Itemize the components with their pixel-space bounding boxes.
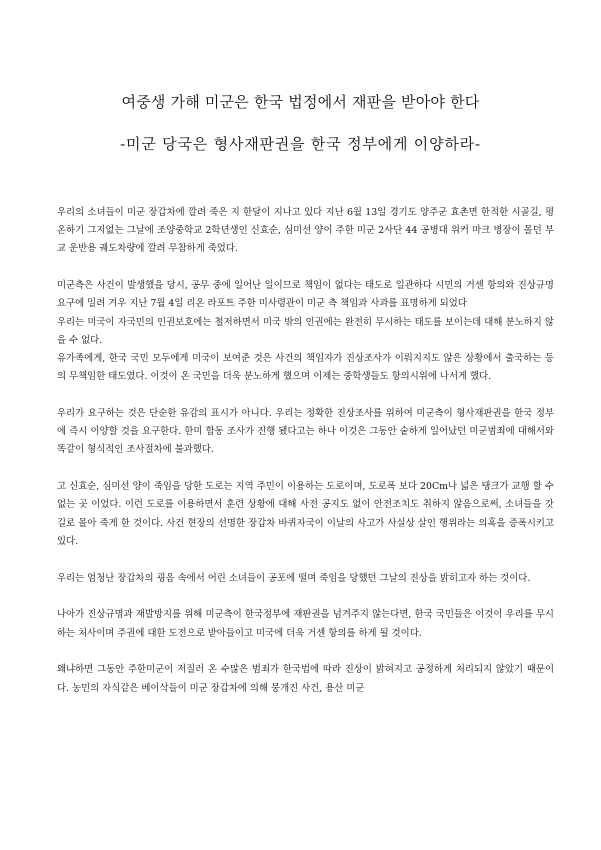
document-title: 여중생 가해 미군은 한국 법정에서 재판을 받아야 한다 [121,93,480,111]
paragraph: 미군측은 사건이 발생했을 당시, 공무 중에 일어난 일이므로 책임이 없다는 태도로 일관하다 시민의 거센 항의와 진상규명 요구에 밀려 겨우 지난 7월 4일 리온 라포트 주한 미사령관이 미군 측 책임과 사과를 표명하게 되었다 [57,280,554,310]
paragraph: 나아가 진상규명과 재발방지를 위해 미군측이 한국정부에 재판권을 넘겨주지 않는다면, 한국 국민들은 이것이 우리를 무시하는 처사이며 주권에 대한 도전으로 받아들이고 미국에 더욱 거센 항의를 하게 될 것이다. [57,609,554,639]
paragraph: 고 신효순, 심미선 양이 죽임을 당한 도로는 지역 주민이 이용하는 도로이며, 도로폭 보다 20Cm나 넓은 탱크가 교행 할 수 없는 곳 이었다. 이런 도로를 이용하면서 훈련 상황에 대해 사전 공지도 없이 안전조치도 취하지 않음으로써, 소녀들을 갓길로 몰아 죽게 한 것이다. 사건 현장의 선명한 장갑차 바퀴자국이 이날의 사고가 사실상 살인 행위라는 의혹을 증폭시키고 있다. [57,481,554,547]
paragraph: 유가족에게, 한국 국민 모두에게 미국이 보여준 것은 사건의 책임자가 진상조사가 이뤄지지도 않은 상황에서 출국하는 등의 무책임한 태도였다. 이것이 온 국민을 더욱 분노하게 했으며 이제는 중학생들도 항의시위에 나서게 했다. [57,353,554,383]
paragraph: 우리가 요구하는 것은 단순한 유감의 표시가 아니다. 우리는 정확한 진상조사를 위하여 미군측이 형사재판권을 한국 정부에 즉시 이양할 것을 요구한다. 한미 합동 조사가 진행 됐다고는 하나 이것은 그동안 숱하게 일어났던 미군범죄에 대해서와 똑같이 형식적인 조사절차에 불과했다. [57,408,554,456]
paragraph-gap [57,643,554,662]
paragraph: 왜냐하면 그동안 주한미군이 저질러 온 수많은 범죄가 한국법에 따라 진상이 밝혀지고 공정하게 처리되지 않았기 때문이다. 농민의 자식같은 베이삭들이 미군 장갑차에 의해 뭉개진 사건, 용산 미군 [57,664,554,694]
paragraph-gap [57,460,554,479]
document-subtitle: -미군 당국은 형사재판권을 한국 정부에게 이양하라- [120,135,481,153]
paragraph-gap [57,259,554,278]
paragraph-gap [57,386,554,405]
paragraph-gap [57,551,554,570]
paragraph: 우리는 엄청난 장갑차의 굉음 속에서 어린 소녀들이 공포에 떨며 죽임을 당했던 그날의 진상을 밝히고자 하는 것이다. [57,572,531,584]
paragraph: 우리는 미국이 자국민의 인권보호에는 철저하면서 미국 밖의 인권에는 완전히 무시하는 태도를 보이는데 대해 분노하지 않을 수 없다. [57,316,554,346]
paragraph: 우리의 소녀들이 미군 장갑차에 깔려 죽은 지 한달이 지나고 있다 지난 6월 13일 경기도 양주군 효촌면 한적한 시골길, 평온하기 그지없는 그날에 조양중학교 2학년생인 신효순, 심미선 양이 주한 미군 2사단 44 공병대 위커 마크 병장이 몰던 부교 운반용 궤도차량에 깔려 무참하게 죽었다. [57,207,554,255]
document-body [57,204,554,698]
paragraph-gap [57,588,554,607]
